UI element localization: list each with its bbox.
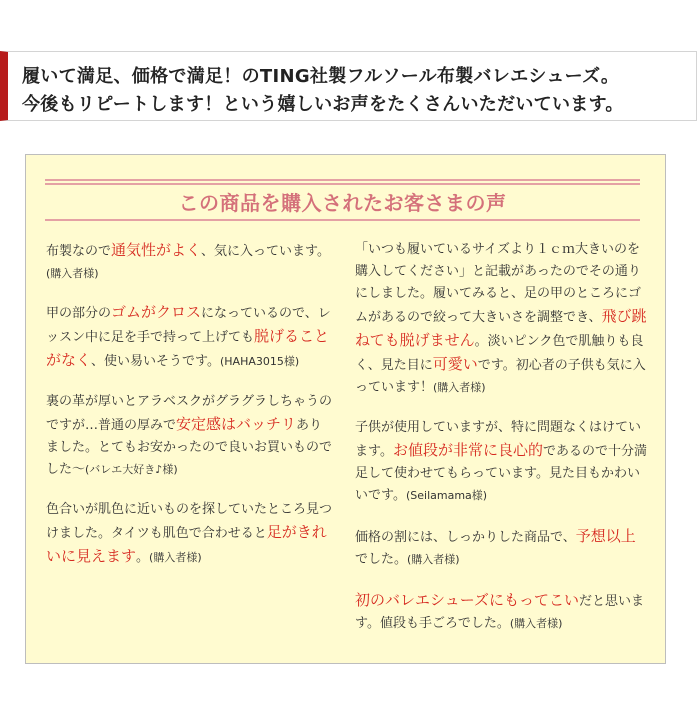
review-highlight: 初のバレエシューズにもってこい	[355, 591, 579, 609]
review-item	[46, 499, 334, 569]
reviewer-name: (購入者様)	[407, 553, 460, 566]
reviewer-name: (購入者様)	[509, 617, 563, 630]
reviewer-name: (購入者様)	[46, 267, 99, 280]
review-item	[355, 417, 647, 507]
review-text: 子供が使用していますが、特に問題なくはけています。	[355, 420, 642, 459]
reviews-column-left	[46, 239, 334, 587]
review-highlight: 可愛い	[432, 355, 478, 373]
review-item	[46, 239, 334, 285]
review-text: 価格の割には、しっかりした商品で、	[355, 530, 576, 545]
review-text: 裏の革が厚いとアラベスクがグラグラしちゃうのですが…普通の厚みで	[46, 394, 333, 433]
title-rule-top	[45, 179, 640, 181]
review-highlight: 安定感はバッチリ	[176, 415, 297, 433]
reviewer-name: (購入者様)	[433, 381, 486, 394]
review-highlight: 飛び跳ねても脱げません	[355, 307, 647, 349]
reviewer-name: (バレエ大好き♪様)	[85, 463, 178, 476]
reviews-title: この商品を購入されたお客さまの声	[178, 191, 507, 215]
review-text: 。淡いピンク色で肌触りも良く、見た目に	[355, 334, 644, 373]
review-text: ので、レッスン中に足を手で持って上げても	[46, 306, 331, 345]
review-highlight: 通気性がよく	[111, 241, 202, 259]
review-text: でした。	[355, 552, 408, 567]
review-text: 布製なので	[46, 244, 112, 259]
customer-reviews-panel	[25, 154, 666, 664]
review-text: です。初心者の子供も気に入っています！	[355, 358, 646, 395]
review-item	[355, 589, 647, 635]
title-rule-top-inner	[45, 183, 640, 185]
review-item	[355, 239, 647, 399]
review-text: だと思います。値段も手ごろでした。	[355, 594, 644, 631]
review-text: 。	[136, 550, 150, 565]
review-text: 甲の部分の	[46, 306, 112, 321]
review-highlight: 予想以上	[575, 527, 636, 545]
review-highlight: 脱げることがなく	[46, 327, 330, 369]
reviews-column-right	[355, 239, 647, 653]
review-item	[355, 525, 647, 571]
review-text: になっている	[201, 306, 280, 321]
review-text: 、気に入っていま	[201, 244, 306, 259]
review-text: 、使い易いそうです。	[91, 354, 220, 369]
intro-line-2: 今後もリピートします！という嬉しいお声をたくさんいただいています。	[22, 94, 624, 115]
reviewer-name: (Seilamama様)	[405, 489, 488, 502]
intro-line-1: 履いて満足、価格で満足！のTING社製フルソール布製バレエシューズ。	[22, 66, 620, 87]
review-highlight: お値段が非常に良心的	[392, 441, 543, 459]
review-text: 「いつも履いているサイズより１ｃｍ大きいのを購入してください」と記載があったのでその通りにしました。履いてみると、足の甲のところにゴムがあるので絞って大きいさを調整でき、	[355, 242, 642, 325]
intro-banner	[0, 51, 697, 121]
reviewer-name: (購入者様)	[149, 551, 202, 564]
review-text: ありました。とてもお安かったので良いお買いものでした～	[46, 418, 333, 477]
review-highlight: 足がきれいに見えます	[46, 523, 327, 565]
review-item	[46, 391, 334, 481]
review-item	[46, 301, 334, 373]
review-text: 色合いが肌色に近いものを探していたところ見つけました。タイツも肌色で合わせると	[46, 502, 333, 541]
review-text: す。	[305, 244, 331, 259]
review-text: であるので十分満足して使わせてもらっています。見た目もかわいいです。	[355, 444, 647, 503]
title-rule-bottom	[45, 219, 640, 221]
reviewer-name: (HAHA3015様)	[219, 355, 300, 368]
review-highlight: ゴムがクロス	[111, 303, 202, 321]
